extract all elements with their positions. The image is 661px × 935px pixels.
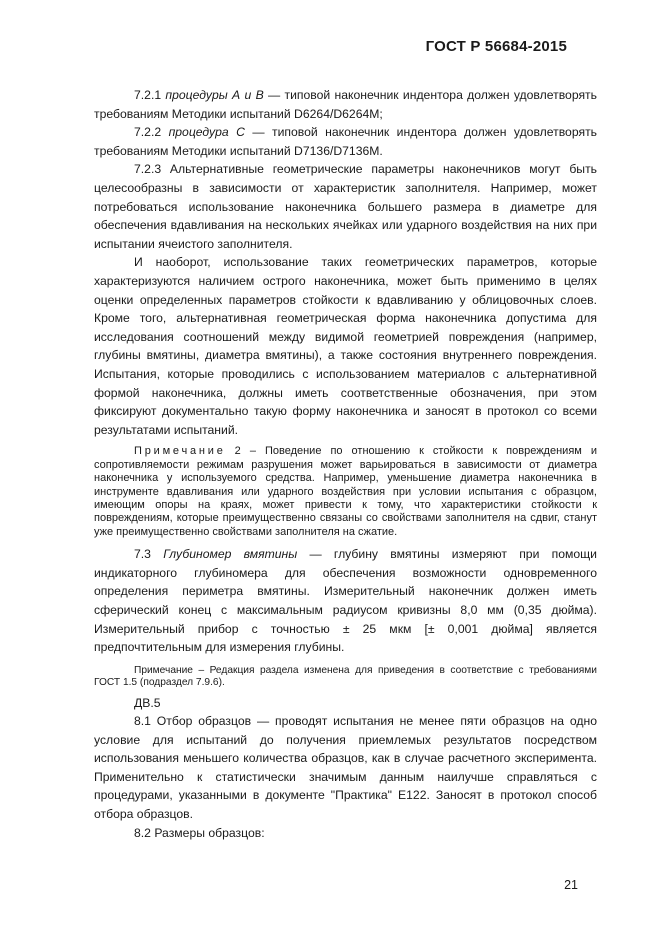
section-number: 7.3 xyxy=(134,547,164,562)
paragraph-7-2-2 xyxy=(94,123,597,160)
note-2 xyxy=(94,445,597,539)
paragraph-text: — глубину вмятины измеряют при помощи индикаторного глубиномера для обеспечения возможности одновременного определения периметра вмятины. Измерительный наконечник должен иметь сферический конец с максимальным радиусом кривизны 8,0 мм (0,35 дюйма). Измерительный прибор с точностью ± 25 мкм [± 0,001 дюйма] является предпочтительным для измерения глубины. xyxy=(94,547,597,655)
paragraph-conversely: И наоборот, использование таких геометрических параметров, которые характеризуются наличием острого наконечника, может быть применимо в целях оценки определенных параметров стойкости к вдавливанию у облицовочных слоев. Кроме того, альтернативная геометрическая форма наконечника допустима для исследования соотношений между видимой геометрией повреждения (например, глубины вмятины, диаметра вмятины), а также состояния внутреннего повреждения. Испытания, которые проводились с использованием материалов с альтернативной формой наконечника, должны иметь соответственные обозначения, при этом фиксируют документально такую форму наконечника и заносят в протокол со всеми результатами испытаний. xyxy=(94,255,597,437)
paragraph-7-2-1 xyxy=(94,86,597,123)
paragraph-8-1: 8.1 Отбор образцов — проводят испытания не менее пяти образцов на одно условие для испытаний до получения приемлемых результатов посредством использования меньшего количества образцов, как в случае расчетного эксперимента. Применительно к статистически значимым данным наилучше справляться с процедурами, указанными в документе "Практика" Е122. Заносят в протокол способ отбора образцов. xyxy=(94,714,597,822)
paragraph-7-2-3: 7.2.3 Альтернативные геометрические параметры наконечников могут быть целесообразны в зависимости от характеристик заполнителя. Например, может потребоваться использование наконечника большего размера в диаметре для обеспечения вдавливания на нескольких ячейках или ударного воздействия на них при испытании ячеистого заполнителя. xyxy=(94,162,597,251)
paragraph-text: — типовой наконечник индентора должен удовлетворять требованиям Методики испытаний D7136/D7136M. xyxy=(94,125,598,158)
page-number: 21 xyxy=(564,878,578,892)
term-italic: Глубиномер вмятины xyxy=(163,547,298,562)
note-label: Примечание xyxy=(134,445,226,458)
section-number: 7.2.1 xyxy=(134,88,166,102)
note-text: 2 – Поведение по отношению к стойкости к повреждениям и сопротивляемости режимам разрушения может варьироваться в зависимости от диаметра наконечника у используемого средства. Например, уменьшение диаметра наконечника в инструменте вдавливания или ударного воздействия при условии испытания с образцом, имеющим опоры на краях, может привести к тому, что характеристики стойкости к повреждениям, которые преимущественно связаны со свойствами заполнителя на сдвиг, станут уже преимущественно свойствами заполнителя на сжатие. xyxy=(94,445,597,538)
term-italic: процедуры А и В xyxy=(165,88,264,102)
note-edit: Примечание – Редакция раздела изменена для приведения в соответствие с требованиями ГОСТ 1.5 (подраздел 7.9.6). xyxy=(94,664,597,689)
paragraph-text: — типовой наконечник индентора должен удовлетворять требованиям Методики испытаний D6264/D6264M; xyxy=(94,88,597,121)
paragraph-8-2: 8.2 Размеры образцов: xyxy=(134,825,265,840)
appendix-heading-db5: ДВ.5 xyxy=(134,695,161,710)
document-code: ГОСТ Р 56684-2015 xyxy=(425,38,567,55)
document-body xyxy=(94,86,597,842)
paragraph-7-3 xyxy=(94,545,597,657)
term-italic: процедура С xyxy=(168,125,245,140)
section-number: 7.2.2 xyxy=(134,125,169,140)
